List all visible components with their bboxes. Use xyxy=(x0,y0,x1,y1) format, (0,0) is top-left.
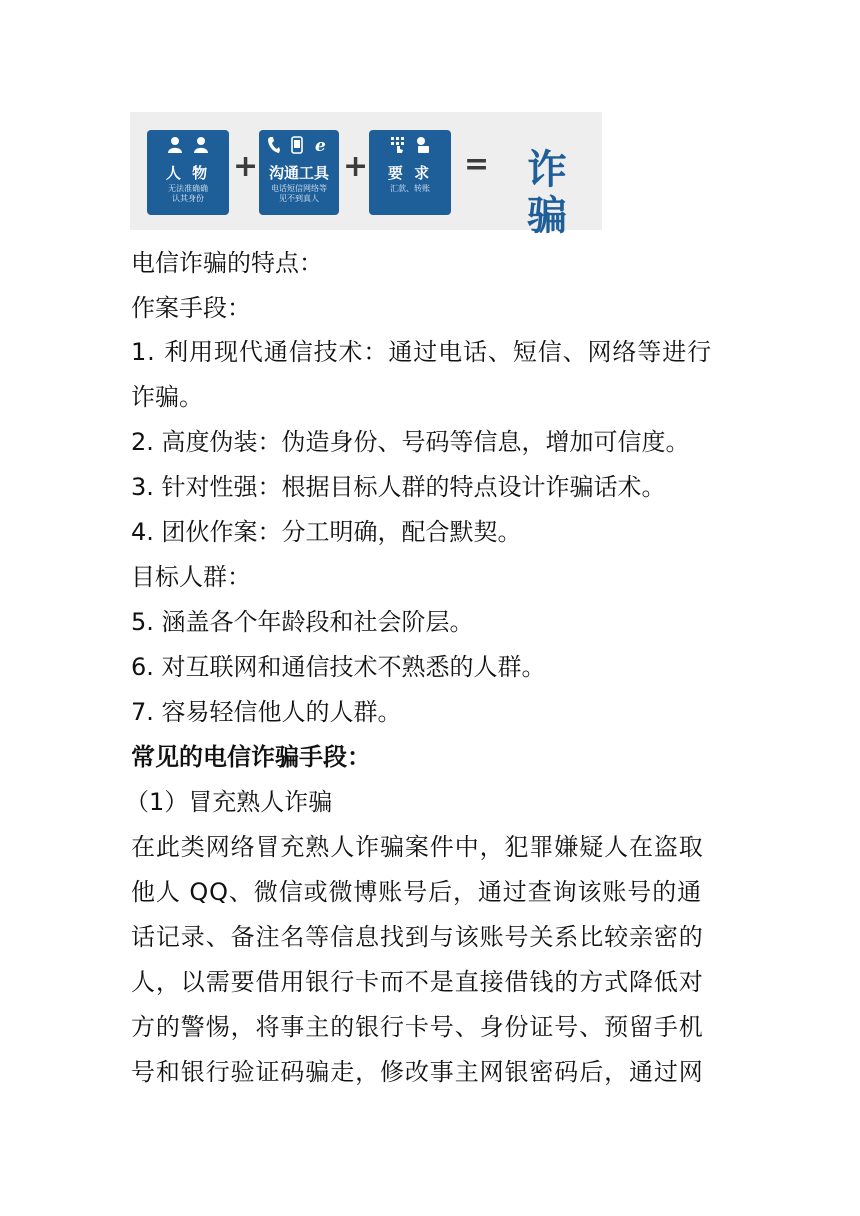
browser-icon xyxy=(313,136,331,154)
list-item: 6. 对互联网和通信技术不熟悉的人群。 xyxy=(131,653,546,681)
communication-icons xyxy=(259,136,339,158)
plus-sign: + xyxy=(343,149,369,184)
list-item: 7. 容易轻信他人的人群。 xyxy=(131,698,402,726)
paragraph-line: 方的警惕，将事主的银行卡号、身份证号、预留手机 xyxy=(131,1013,704,1041)
card-subtitle: 无法准确确 xyxy=(168,184,208,193)
card-title: 人 物 xyxy=(165,164,211,182)
person-icons xyxy=(147,136,229,158)
keypad-icon xyxy=(390,136,406,154)
result-text: 诈骗 xyxy=(527,147,568,239)
card-subtitle: 见不到真人 xyxy=(279,194,319,203)
communication-card xyxy=(259,130,339,215)
list-item: 5. 涵盖各个年龄段和社会阶层。 xyxy=(131,608,474,636)
list-item: 1. 利用现代通信技术：通过电话、短信、网络等进行 xyxy=(131,338,713,366)
card-subtitle: 认其身份 xyxy=(172,194,204,203)
equals-sign: = xyxy=(464,147,490,182)
section-title: 电信诈骗的特点： xyxy=(131,249,323,277)
list-item: 4. 团伙作案：分工明确，配合默契。 xyxy=(131,518,522,546)
money-icon xyxy=(416,136,430,154)
person-icon xyxy=(167,136,183,154)
phone-icon xyxy=(267,136,281,154)
paragraph-line: 号和银行验证码骗走，修改事主网银密码后，通过网 xyxy=(131,1058,704,1086)
list-item: 3. 针对性强：根据目标人群的特点设计诈骗话术。 xyxy=(131,473,666,501)
paragraph-line: 人，以需要借用银行卡而不是直接借钱的方式降低对 xyxy=(131,968,704,996)
paragraph-line: 话记录、备注名等信息找到与该账号关系比较亲密的 xyxy=(131,923,704,951)
demand-icons xyxy=(369,136,451,158)
demand-card xyxy=(369,130,451,215)
mobile-icon xyxy=(291,136,303,154)
section-heading: 常见的电信诈骗手段： xyxy=(131,743,371,771)
paragraph-line: 他人 QQ、微信或微博账号后，通过查询该账号的通 xyxy=(131,878,703,906)
person-icon xyxy=(193,136,209,154)
subsection-title: 目标人群： xyxy=(131,563,251,591)
card-title: 沟通工具 xyxy=(268,164,329,182)
list-item: 2. 高度伪装：伪造身份、号码等信息，增加可信度。 xyxy=(131,428,690,456)
card-subtitle: 电话短信网络等 xyxy=(271,184,327,193)
list-item-continuation: 诈骗。 xyxy=(131,383,203,411)
card-title: 要 求 xyxy=(387,164,433,182)
plus-sign: + xyxy=(233,149,259,184)
person-card xyxy=(147,130,229,215)
subsection-title: 作案手段： xyxy=(131,294,251,322)
paragraph-line: 在此类网络冒充熟人诈骗案件中，犯罪嫌疑人在盗取 xyxy=(131,833,704,861)
svg-text:e: e xyxy=(315,136,326,154)
fraud-formula-banner xyxy=(130,112,602,239)
subheading: （1）冒充熟人诈骗 xyxy=(125,788,333,816)
card-subtitle: 汇款、转账 xyxy=(390,184,430,193)
